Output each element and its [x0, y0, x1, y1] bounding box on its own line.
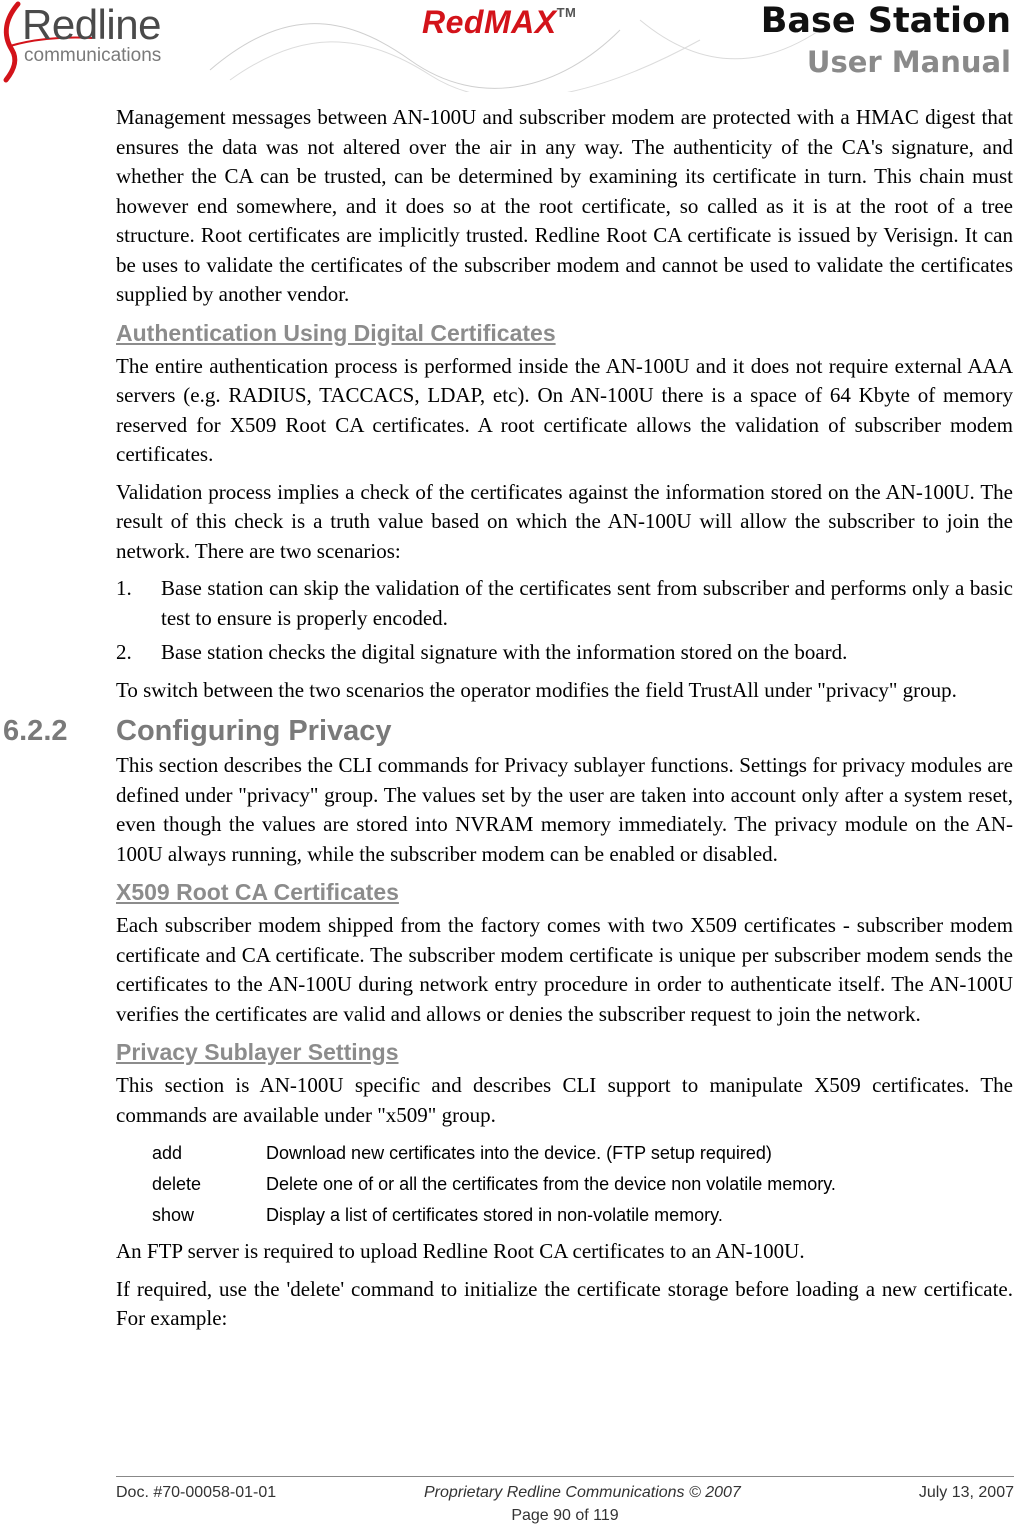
heading-x509: X509 Root CA Certificates: [116, 879, 399, 905]
paragraph: This section is AN-100U specific and describes CLI support to manipulate X509 certificates. The commands are available under "x509" group.: [116, 1073, 1013, 1127]
page-header: [0, 0, 1017, 92]
page-number: Page 90 of 119: [511, 1507, 619, 1524]
paragraph: Each subscriber modem shipped from the factory comes with two X509 certificates - subscriber modem certificate and CA certificate. The subscriber modem certificate is unique per subscriber modem sends the certificates to the AN-100U during network entry procedure in order to authenticate itself. The AN-100U verifies the certificates are valid and allows or denies the subscriber request to join the network.: [116, 913, 1013, 1026]
logo-wordmark: Redline: [22, 1, 161, 48]
product-name-red: Red: [422, 4, 484, 40]
paragraph: This section describes the CLI commands for Privacy sublayer functions. Settings for privacy modules are defined under "privacy" group. The values set by the user are taken into account only after a system reset, even though the values are stored into NVRAM memory immediately. The privacy module on the AN-100U always running, while the subscriber modem can be enabled or disabled.: [116, 753, 1013, 866]
command-row: [116, 1169, 1013, 1200]
paragraph: An FTP server is required to upload Redline Root CA certificates to an AN-100U.: [116, 1239, 805, 1263]
command-name: delete: [152, 1174, 202, 1194]
logo-tagline: communications: [24, 45, 162, 66]
copyright-notice: Proprietary Redline Communications © 2007: [424, 1484, 741, 1501]
manual-title: Base Station: [760, 1, 1011, 41]
list-item: [116, 638, 1013, 668]
document-body: [3, 103, 1013, 1342]
footer-divider: [116, 1476, 1014, 1477]
manual-subtitle: User Manual: [806, 45, 1011, 79]
document-number: Doc. #70-00058-01-01: [116, 1484, 277, 1501]
heading-privacy-sublayer: Privacy Sublayer Settings: [116, 1039, 399, 1065]
command-name: show: [152, 1205, 195, 1225]
product-name-max: MAX: [483, 4, 557, 40]
list-number: 1.: [116, 576, 132, 600]
section-title: Configuring Privacy: [116, 715, 392, 747]
command-row: [116, 1138, 1013, 1169]
list-text: Base station checks the digital signature with the information stored on the board.: [161, 640, 848, 664]
paragraph: The entire authentication process is performed inside the AN-100U and it does not require external AAA servers (e.g. RADIUS, TACCACS, LDAP, etc). On AN-100U there is a space of 64 Kbyte of memory reserved for X509 Root CA certificates. A root certificate allows the validation of subscriber modem certificates.: [116, 353, 1013, 466]
paragraph: Management messages between AN-100U and subscriber modem are protected with a HMAC digest that ensures the data was not altered over the air in any way. The authenticity of the CA's signature, and whether the CA can be trusted, can be determined by examining its certificate in turn. This chain must however end somewhere, and it does so at the root certificate, so called as it is at the root of a tree structure. Root certificates are implicitly trusted. Redline Root CA certificate is issued by Verisign. It can be uses to validate the certificates of the subscriber modem and cannot be used to validate the certificates supplied by another vendor.: [116, 105, 1013, 306]
product-name: [422, 6, 576, 38]
list-item: [116, 574, 1013, 633]
command-description: Delete one of or all the certificates from the device non volatile memory.: [266, 1174, 836, 1194]
paragraph: To switch between the two scenarios the operator modifies the field TrustAll under "privacy" group.: [116, 677, 957, 702]
command-description: Display a list of certificates stored in non-volatile memory.: [266, 1205, 723, 1225]
command-row: [116, 1200, 1013, 1231]
document-date: July 13, 2007: [918, 1484, 1014, 1501]
section-number: 6.2.2: [3, 715, 68, 747]
paragraph: If required, use the 'delete' command to initialize the certificate storage before loading a new certificate. For example:: [116, 1276, 1013, 1330]
command-description: Download new certificates into the device. (FTP setup required): [266, 1143, 772, 1163]
command-name: add: [152, 1143, 183, 1163]
section-heading: [3, 713, 1013, 749]
command-table: [116, 1138, 1013, 1231]
trademark: TM: [556, 5, 577, 20]
scenario-list: [116, 574, 1013, 668]
paragraph: Validation process implies a check of the certificates against the information stored on the AN-100U. The result of this check is a truth value based on which the AN-100U will allow the subscriber to join the network. There are two scenarios:: [116, 479, 1013, 563]
list-number: 2.: [116, 640, 132, 664]
heading-authentication: Authentication Using Digital Certificates: [116, 319, 556, 346]
list-text: Base station can skip the validation of the certificates sent from subscriber and performs only a basic test to ensure is properly encoded.: [161, 576, 1013, 630]
